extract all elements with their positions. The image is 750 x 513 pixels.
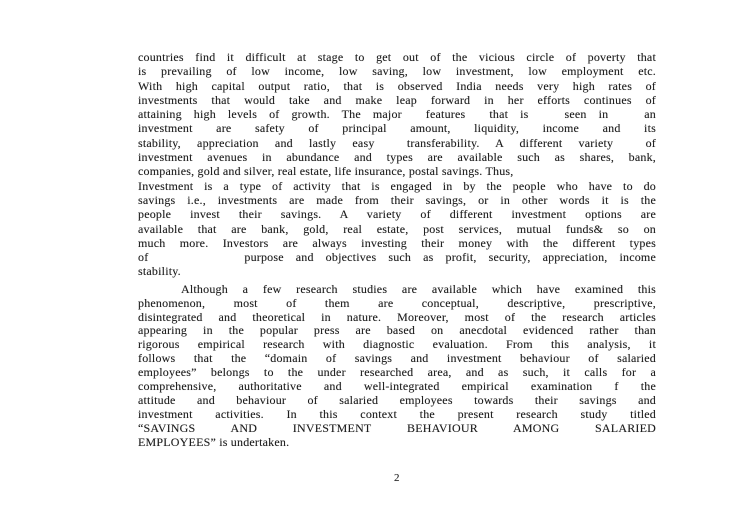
text-line: savings i.e., investments are made from their savings, or in other words it is the bbox=[138, 192, 656, 207]
text-line: investment activities. In this context the present research study titled bbox=[138, 407, 656, 421]
text-line: appearing in the popular press are based on anecdotal evidenced rather than bbox=[138, 324, 656, 338]
paragraph bbox=[138, 283, 656, 450]
text-line: much more. Investors are always investing their money with the different types bbox=[138, 235, 656, 250]
text-line: people invest their savings. A variety of different investment options are bbox=[138, 207, 656, 222]
text-line: Although a few research studies are available which have examined this bbox=[181, 282, 656, 296]
text-line: attaining high levels of growth. The major features that is seen in an bbox=[138, 107, 656, 122]
text-line: countries find it difficult at stage to get out of the vicious circle of poverty that bbox=[138, 50, 656, 64]
page-number: 2 bbox=[394, 472, 400, 484]
text-line: Investment is a type of activity that is engaged in by the people who have to do bbox=[138, 178, 656, 193]
text-line: stability, appreciation and lastly easy transferability. A different variety of bbox=[138, 135, 656, 150]
text-line: EMPLOYEES” is undertaken. bbox=[138, 435, 290, 449]
text-line: is prevailing of low income, low saving, low investment, low employment etc. bbox=[138, 64, 656, 79]
text-line: investment avenues in abundance and types are available such as shares, bank, bbox=[138, 150, 656, 165]
text-line: employees” belongs to the under researched area, and as such, it calls for a bbox=[138, 366, 656, 380]
text-line: disintegrated and theoretical in nature. Moreover, most of the research articles bbox=[138, 310, 656, 324]
text-line: investment are safety of principal amount, liquidity, income and its bbox=[138, 121, 656, 136]
text-line: stability. bbox=[138, 264, 181, 279]
text-line: follows that the “domain of savings and investment behaviour of salaried bbox=[138, 352, 656, 366]
text-line: of purpose and objectives such as profit, security, appreciation, income bbox=[138, 250, 656, 265]
text-line: companies, gold and silver, real estate, life insurance, postal savings. Thus, bbox=[138, 164, 514, 179]
text-line: available that are bank, gold, real estate, post services, mutual funds& so on bbox=[138, 221, 656, 236]
text-line: rigorous empirical research with diagnostic evaluation. From this analysis, it bbox=[138, 338, 656, 352]
text-line: attitude and behaviour of salaried employees towards their savings and bbox=[138, 393, 656, 407]
text-line: With high capital output ratio, that is observed India needs very high rates of bbox=[138, 78, 656, 93]
text-line: “SAVINGS AND INVESTMENT BEHAVIOUR AMONG SALARIED bbox=[138, 421, 656, 435]
text-line: comprehensive, authoritative and well-integrated empirical examination f the bbox=[138, 379, 656, 393]
text-line: phenomenon, most of them are conceptual, descriptive, prescriptive, bbox=[138, 296, 656, 310]
text-block bbox=[138, 50, 656, 449]
text-line: investments that would take and make leap forward in her efforts continues of bbox=[138, 92, 656, 107]
paragraph bbox=[138, 50, 656, 279]
